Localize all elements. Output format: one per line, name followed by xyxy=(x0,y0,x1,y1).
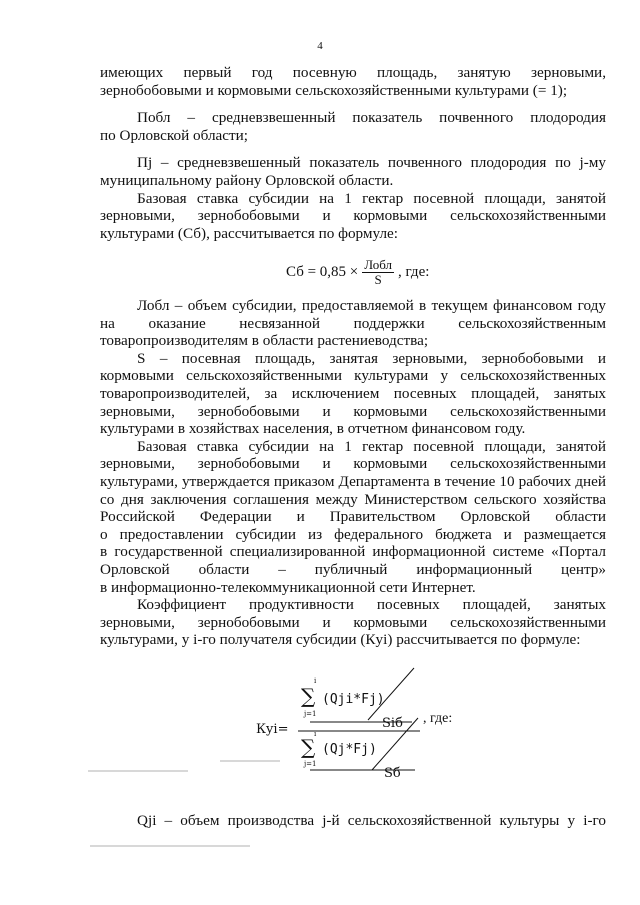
text-line: на оказание несвязанной поддержки сельскохозяйственным xyxy=(100,314,606,332)
formula-suffix: , где: xyxy=(398,264,430,280)
text-line: зерновыми, зернобобовыми и кормовыми сельскохозяйственными xyxy=(100,402,606,420)
text-line: культурами, утверждается приказом Департамента в течение 10 рабочих дней xyxy=(100,472,606,490)
formula-lhs: Сб = 0,85 × xyxy=(286,264,359,280)
text-line: зерновыми, зернобобовыми и кормовыми сельскохозяйственными xyxy=(100,207,606,225)
text-line: Побл – средневзвешенный показатель почвенного плодородия xyxy=(137,109,606,127)
bottom-divisor: Sб xyxy=(384,766,401,781)
formula2-suffix: , где: xyxy=(423,711,453,726)
formula2-lhs: Кyi= xyxy=(256,722,289,737)
bottom-sum-upper: i xyxy=(314,730,317,738)
text-line: Лобл – объем субсидии, предоставляемой в текущем финансовом году xyxy=(137,297,606,314)
bottom-sum-icon: ∑ xyxy=(301,735,316,759)
text-line: имеющих первый год посевную площадь, занятую зерновыми, xyxy=(100,64,606,81)
text-line: культурами в хозяйствах населения, в отчетном финансовом году. xyxy=(100,420,526,438)
text-line: в информационно-телекоммуникационной сети Интернет. xyxy=(100,578,476,596)
formula-numerator: Лобл xyxy=(364,257,393,272)
bottom-sum-lower: j=1 xyxy=(304,760,317,768)
bottom-term: (Qj*Fj) xyxy=(322,742,377,757)
text-line: S – посевная площадь, занятая зерновыми, зернобобовыми и xyxy=(137,349,606,367)
top-divisor: Siб xyxy=(382,716,403,731)
top-sum-upper: i xyxy=(314,677,317,685)
text-line: зернобобовыми и кормовыми сельскохозяйственными культурами (= 1); xyxy=(100,81,568,99)
text-line: в государственной специализированной информационной системе «Портал xyxy=(100,543,606,561)
text-line: кормовыми сельскохозяйственными культурами у сельскохозяйственных xyxy=(100,367,606,385)
text-line: культурами, у i-го получателя субсидии (Кyi) рассчитывается по формуле: xyxy=(100,631,581,649)
top-sum-lower: j=1 xyxy=(304,710,317,718)
text-line: Пj – средневзвешенный показатель почвенного плодородия по j-му xyxy=(137,154,606,172)
formula-denominator: S xyxy=(374,272,382,287)
text-line: товаропроизводителей, за исключением посевных площадей, занятых xyxy=(100,384,606,402)
text-line: культурами (Сб), рассчитывается по формуле: xyxy=(100,224,398,242)
text-line: Qji – объем производства j-й сельскохозяйственной культуры у i-го xyxy=(137,812,606,829)
text-line: Базовая ставка субсидии на 1 гектар посевной площади, занятой xyxy=(137,437,606,455)
text-line: Орловской области – публичный информационный центр» xyxy=(100,560,606,578)
text-block-bottom xyxy=(100,812,606,830)
text-line: Российской Федерации и Правительством Орловской области xyxy=(100,508,606,526)
text-line: товаропроизводителям в области растениеводства; xyxy=(100,332,429,350)
scan-noise xyxy=(220,760,280,762)
text-line: Коэффициент продуктивности посевных площадей, занятых xyxy=(137,596,606,614)
text-line: по Орловской области; xyxy=(100,126,248,144)
scan-noise xyxy=(90,845,250,847)
scan-noise xyxy=(88,770,188,772)
page-number: 4 xyxy=(317,40,323,52)
text-line: со дня заключения соглашения между Министерством сельского хозяйства xyxy=(100,490,606,508)
top-sum-icon: ∑ xyxy=(301,684,316,708)
text-line: о предоставлении субсидии из федерального бюджета и размещается xyxy=(100,525,606,543)
text-line: Базовая ставка субсидии на 1 гектар посевной площади, занятой xyxy=(137,189,606,207)
text-line: зерновыми, зернобобовыми и кормовыми сельскохозяйственными xyxy=(100,613,606,631)
text-line: муниципальному району Орловской области. xyxy=(100,171,394,189)
text-line: зерновыми, зернобобовыми и кормовыми сельскохозяйственными xyxy=(100,455,606,473)
top-term: (Qji*Fj) xyxy=(322,692,385,707)
